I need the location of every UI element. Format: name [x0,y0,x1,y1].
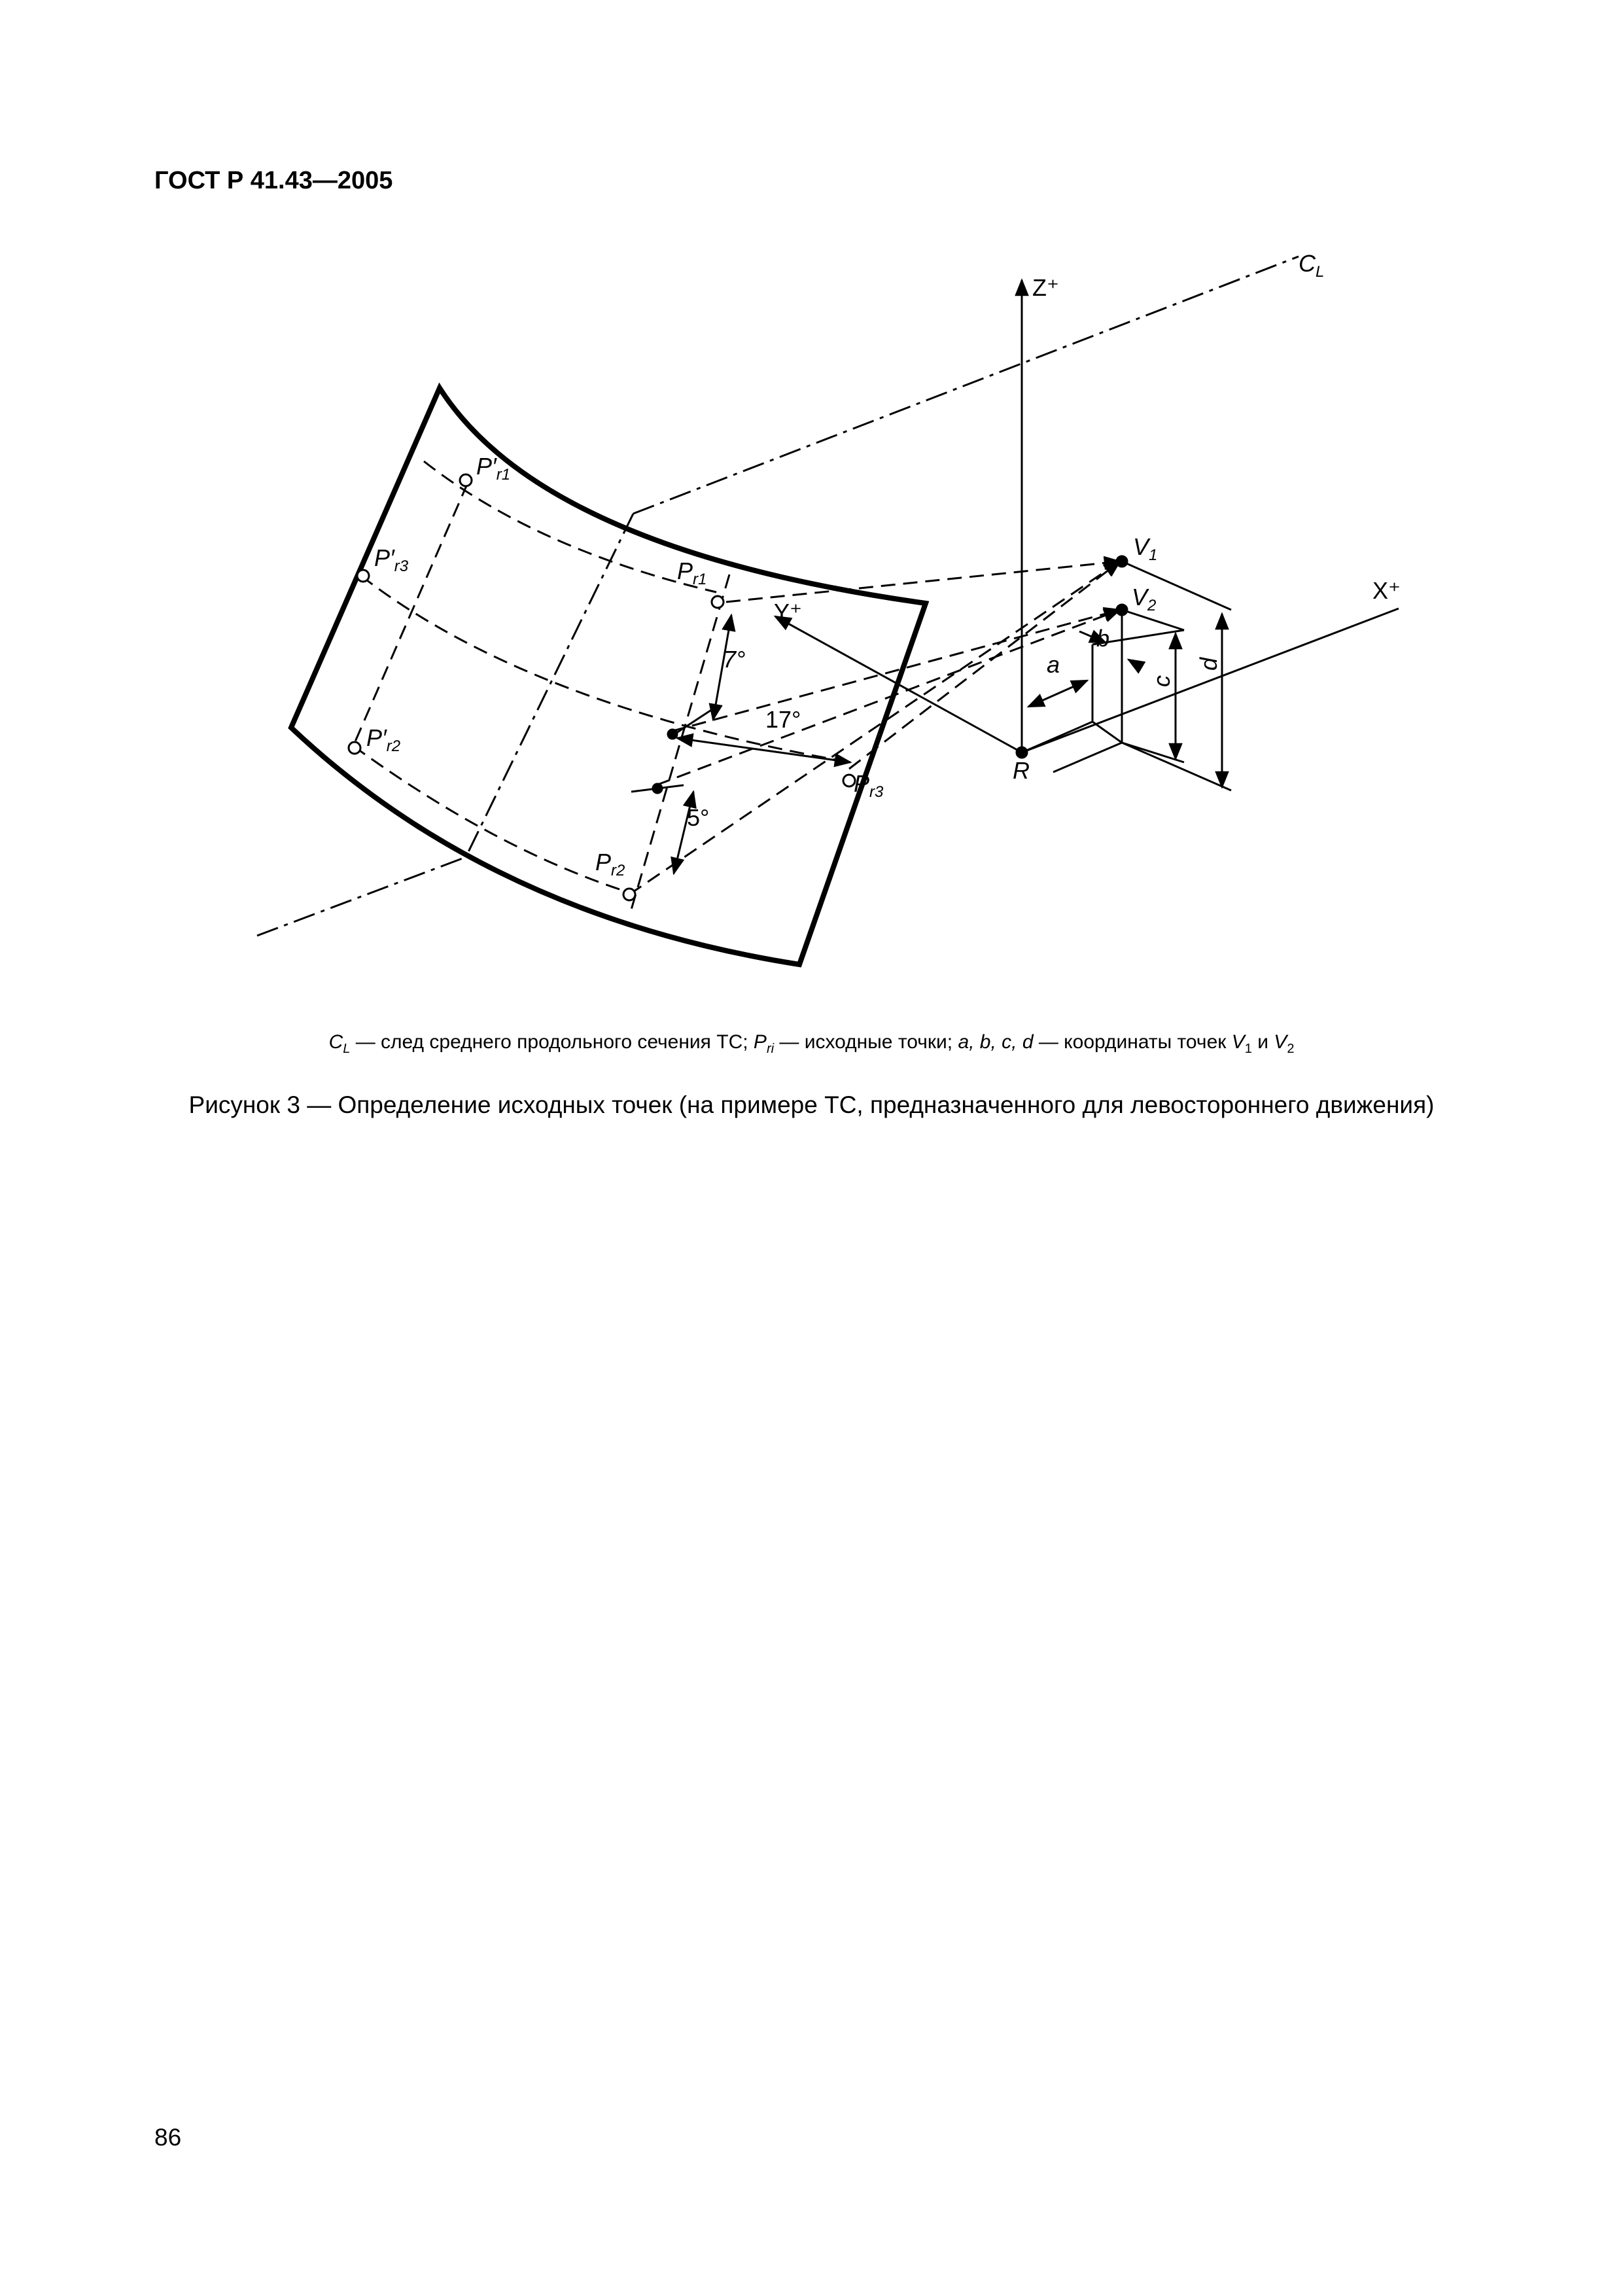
svg-text:P′r1: $P'_{r1}$ [476,453,511,484]
svg-text:5°: 5° [687,804,710,831]
point-pr2 [623,889,635,900]
svg-text:P′r2: $P'_{r2}$ [366,724,401,755]
point-pr3-prime [357,570,369,582]
svg-text:Pr3: $P_{r3}$ [854,770,884,801]
windscreen-outline [291,388,926,964]
svg-text:Z⁺: Z⁺ [1032,274,1059,301]
svg-text:a: a [1047,651,1060,678]
svg-text:V2: $V_2$ [1132,584,1157,614]
svg-text:Y⁺: Y⁺ [774,599,803,626]
svg-text:b: b [1096,625,1110,652]
point-center-upper [668,730,677,739]
standard-header: ГОСТ Р 41.43—2005 [154,167,393,194]
point-v2 [1117,605,1127,615]
windscreen-construction-lines [353,461,850,910]
sight-lines [629,561,1120,894]
figure-legend: $C_L$ — след среднего продольного сечения ТС; $P_{ri}$ — исходные точки; a, b, c, d — координаты точек $V_1$ и $V_2$ [328,1031,1295,1056]
svg-text:CL: $C_L$ [1299,250,1325,281]
svg-text:7°: 7° [723,646,746,673]
point-pr1-prime [460,474,472,486]
svg-text:c: c [1148,675,1175,687]
svg-text:R: R [1013,757,1030,784]
reference-points [349,474,1127,900]
svg-text:17°: 17° [765,706,801,733]
point-center-lower [653,784,662,793]
page-number: 86 [154,2124,182,2151]
svg-text:V1: $V_1$ [1133,533,1158,564]
point-pr1 [712,596,724,608]
point-v1 [1117,556,1127,567]
figure-caption: Рисунок 3 — Определение исходных точек (на примере ТС, предназначенного для левостороннего движения) [188,1091,1435,1118]
svg-text:d: d [1195,657,1222,671]
svg-text:X⁺: X⁺ [1372,577,1401,604]
svg-text:Pr1: $P_{r1}$ [677,557,707,588]
point-pr2-prime [349,742,360,754]
reference-points-figure [0,0,1623,1021]
windscreen-center-section [466,514,633,857]
svg-text:Pr2: $P_{r2}$ [595,849,625,879]
svg-text:P′r3: $P'_{r3}$ [374,544,409,575]
figure-labels [366,250,1401,879]
point-r [1017,747,1027,758]
